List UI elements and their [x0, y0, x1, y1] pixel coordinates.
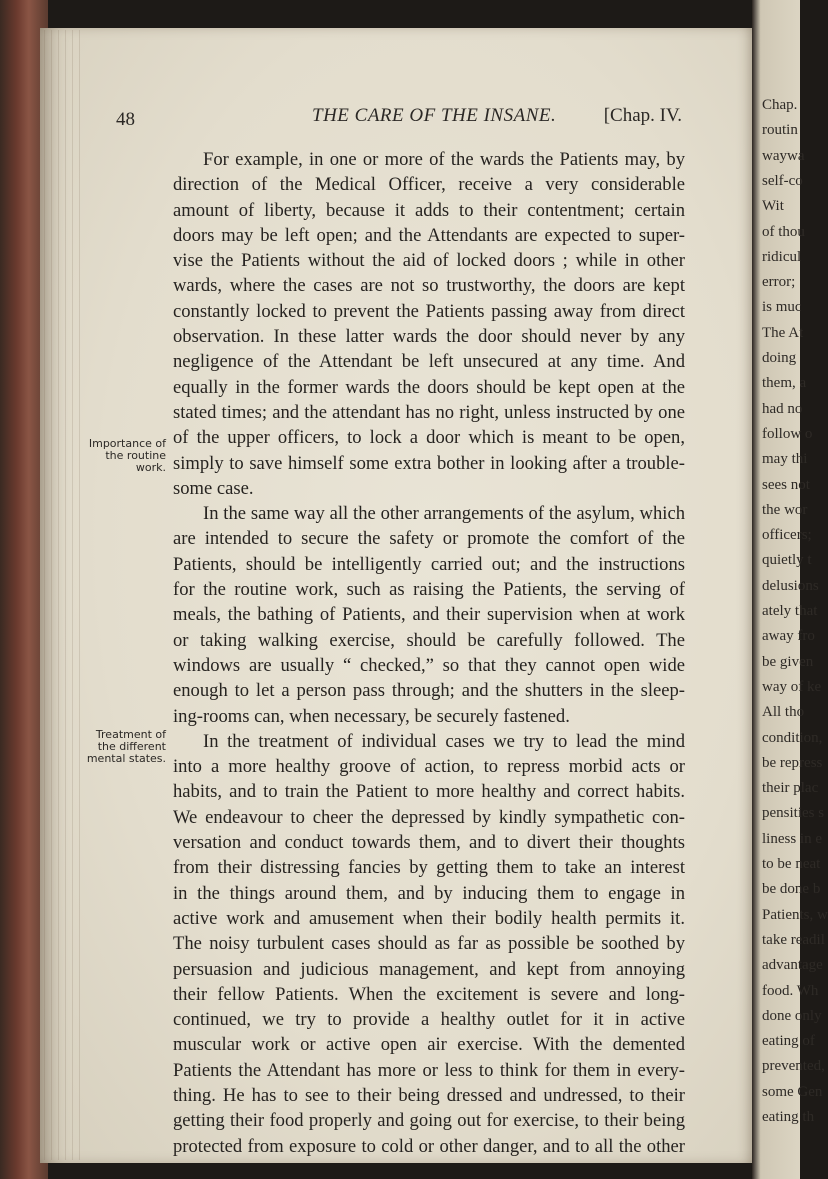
text-line: or taking walking exercise, should be carefully followed. The: [173, 629, 685, 651]
adjacent-page-fragment: of thou: [762, 223, 805, 240]
text-line: ing-rooms can, when necessary, be securely fastened.: [173, 705, 570, 727]
adjacent-page-fragment: take readil: [762, 931, 825, 948]
text-line: thing. He has to see to their being dressed and undressed, to their: [173, 1084, 685, 1106]
text-line: protected from exposure to cold or other danger, and to all the other: [173, 1135, 685, 1157]
adjacent-page-fragment: be given: [762, 653, 814, 670]
text-line: from their distressing fancies by getting them to take an interest: [173, 857, 685, 879]
sidenote-treatment-of-mental-states: Treatment of the different mental states.: [86, 728, 166, 765]
adjacent-page-fragment: them, a: [762, 375, 807, 392]
adjacent-page-fragment: pensities s: [762, 805, 825, 822]
adjacent-page-fragment: follow o: [762, 425, 813, 442]
text-line: of the upper officers, to lock a door which is meant to be open,: [173, 427, 685, 449]
adjacent-page-fragment: doing: [762, 350, 797, 366]
text-line: some case.: [173, 477, 254, 499]
adjacent-page-fragment: routin: [762, 122, 798, 139]
adjacent-page-fragment: error;: [762, 274, 796, 291]
adjacent-page-fragment: food. Wh: [762, 982, 819, 999]
text-line: in the things around them, and by inducing them to engage in: [173, 882, 685, 904]
text-line: Patients the Attendant has more or less to think for them in every-: [173, 1059, 685, 1081]
adjacent-page-edge: [752, 0, 828, 1179]
adjacent-page-fragment: is muc: [762, 299, 802, 316]
text-line: The noisy turbulent cases should as far as possible be soothed by: [173, 933, 685, 955]
text-line: In the treatment of individual cases we try to lead the mind: [203, 730, 685, 752]
text-line: enough to let a person pass through; and the shutters in the sleep-: [173, 680, 685, 702]
body-text: [173, 147, 685, 1159]
text-line: muscular work or active open air exercise. With the demented: [173, 1034, 685, 1056]
adjacent-page-fragment: done only: [762, 1007, 822, 1024]
adjacent-page-fragment: Patients, w: [762, 906, 828, 923]
page-number: 48: [116, 109, 135, 130]
adjacent-page-fragment: may thi: [762, 451, 808, 468]
adjacent-page-fragment: delusions: [762, 577, 819, 594]
text-line: persuasion and judicious management, and kept from annoying: [173, 958, 685, 980]
text-line: their fellow Patients. When the excitement is severe and long-: [173, 983, 685, 1005]
adjacent-page-fragment: had no: [762, 400, 803, 417]
text-line: vise the Patients without the aid of locked doors ; while in other: [173, 250, 685, 272]
text-line: For example, in one or more of the wards the Patients may, by: [203, 149, 685, 170]
running-title: THE CARE OF THE INSANE.: [312, 105, 557, 126]
adjacent-page-fragment: away fro: [762, 628, 815, 645]
adjacent-page-fragment: eating th: [762, 1109, 815, 1125]
adjacent-page-fragment: quietly t: [762, 552, 812, 569]
text-line: In the same way all the other arrangements of the asylum, which: [203, 503, 685, 525]
adjacent-page-fragment: The At: [762, 324, 804, 341]
text-line: We endeavour to cheer the depressed by kindly sympathetic con-: [173, 806, 685, 828]
adjacent-page-fragment: be done b: [762, 881, 821, 898]
adjacent-page-fragment: condition,: [762, 729, 823, 746]
text-line: equally in the former wards the doors should be kept open at the: [173, 376, 685, 398]
text-line: are intended to secure the safety or promote the comfort of the: [173, 528, 685, 550]
adjacent-page-fragment: liness in e: [762, 830, 822, 847]
text-line: for the routine work, such as raising the Patients, the serving of: [173, 579, 685, 601]
adjacent-page-fragment: Chap.: [762, 97, 798, 113]
adjacent-page-fragment: officers;: [762, 527, 812, 544]
text-line: meals, the bathing of Patients, and their supervision when at work: [173, 604, 685, 626]
text-line: simply to save himself some extra bother in looking after a trouble-: [173, 452, 685, 474]
text-line: continued, we try to provide a healthy outlet for it in active: [173, 1009, 685, 1031]
page-header: [112, 105, 682, 131]
adjacent-page-fragment: prevented,: [762, 1058, 825, 1075]
adjacent-page-fragment: self-co: [762, 172, 803, 189]
adjacent-page-fragment: the wor: [762, 501, 808, 518]
text-line: stated times; and the attendant has no right, unless instructed by one: [173, 401, 685, 423]
text-line: amount of liberty, because it adds to their contentment; certain: [173, 199, 685, 221]
text-line: direction of the Medical Officer, receive a very considerable: [173, 174, 685, 196]
sidenote-importance-of-routine-work: Importance of the routine work.: [88, 437, 166, 474]
text-line: versation and conduct towards them, and to divert their thoughts: [173, 832, 685, 854]
adjacent-page-fragment: advantage: [762, 957, 823, 974]
text-line: Patients, should be intelligently carried out; and the instructions: [173, 553, 685, 575]
adjacent-page-fragment: their plac: [762, 780, 819, 797]
adjacent-page-fragment: sees not: [762, 476, 810, 493]
text-line: wards, where the cases are not so trustworthy, the doors are kept: [173, 275, 685, 297]
text-line: into a more healthy groove of action, to repress morbid acts or: [173, 756, 685, 778]
text-line: doors may be left open; and the Attendants are expected to super-: [173, 224, 685, 246]
adjacent-page-fragment: way of ke: [762, 678, 822, 695]
adjacent-page-fragment: be repress: [762, 754, 823, 771]
text-line: habits, and to train the Patient to more healthy and correct habits.: [173, 781, 685, 803]
text-line: constantly locked to prevent the Patients passing away from direct: [173, 300, 685, 322]
text-line: observation. In these latter wards the door should never by any: [173, 326, 685, 348]
adjacent-page-fragment: waywa: [762, 147, 805, 164]
adjacent-page-fragment: eating of: [762, 1033, 815, 1050]
text-line: windows are usually “ checked,” so that they cannot open wide: [173, 654, 685, 676]
adjacent-page-fragment: to be neat: [762, 856, 821, 872]
text-line: getting their food properly and going out for exercise, to their being: [173, 1110, 685, 1132]
adjacent-page-fragment: some Gen: [762, 1083, 823, 1100]
adjacent-page-fragment: ately that: [762, 603, 818, 619]
page-gutter: [44, 30, 86, 1160]
text-line: negligence of the Attendant be left unsecured at any time. And: [173, 351, 685, 373]
adjacent-page-fragment: All tho: [762, 704, 805, 721]
adjacent-page-fragment: ridicul: [762, 248, 802, 265]
text-line: active work and amusement when their bodily health permits it.: [173, 907, 685, 929]
adjacent-page-fragment: Wit: [762, 198, 784, 215]
chapter-label: [Chap. IV.: [603, 105, 682, 126]
